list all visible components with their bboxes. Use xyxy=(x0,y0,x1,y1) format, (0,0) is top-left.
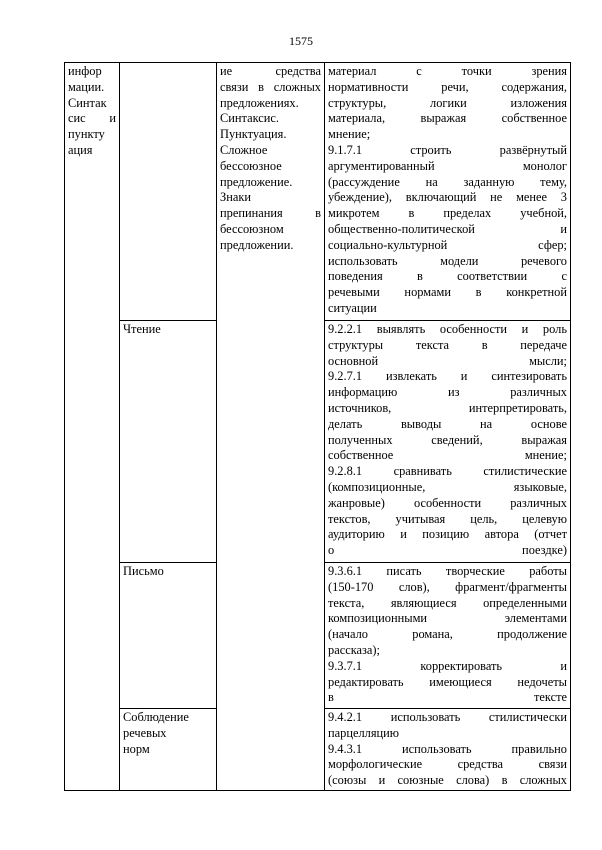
table-row xyxy=(65,63,571,321)
objective-line: 9.2.2.1 выявлять особенности и роль xyxy=(328,322,567,336)
grammar-topic-line: предложении. xyxy=(220,237,294,252)
objective-line: микротем в пределах учебной, xyxy=(328,206,567,221)
skill-cell xyxy=(120,63,217,321)
objective-line: редактировать имеющиеся недочеты xyxy=(328,674,567,689)
grammar-topic-line: бессоюзное xyxy=(220,158,282,173)
objective-line: (начало романа, продолжение xyxy=(328,627,567,642)
objective-line: общественно-политической и xyxy=(328,221,567,236)
objective-line: жанровые) особенности различных xyxy=(328,495,567,510)
grammar-topic-cell xyxy=(217,63,325,791)
objectives-text xyxy=(328,322,567,559)
grammar-topic-line: препинания в xyxy=(220,206,321,221)
objective-line: парцелляцию xyxy=(328,725,400,740)
objective-line: 9.1.7.1 строить развёрнутый xyxy=(328,142,567,157)
topic-line: сис и xyxy=(68,111,116,126)
objectives-text xyxy=(328,710,567,789)
objective-line: делать выводы на основе xyxy=(328,416,567,431)
objective-line: 9.3.6.1 писать творческие работы xyxy=(328,564,567,578)
skill-cell xyxy=(120,709,217,791)
grammar-topic-line: предложение. xyxy=(220,174,293,189)
objective-line: морфологические средства связи xyxy=(328,757,567,772)
objective-line: ситуации xyxy=(328,300,377,315)
objective-line: аргументированный монолог xyxy=(328,158,567,173)
topic-text xyxy=(68,64,116,159)
objective-line: (рассуждение на заданную тему, xyxy=(328,174,567,189)
topic-line: Синтак xyxy=(68,95,107,110)
objectives-text xyxy=(328,64,567,317)
topic-line: пункту xyxy=(68,127,105,142)
objective-line: использовать модели речевого xyxy=(328,253,567,268)
objectives-cell xyxy=(325,563,571,709)
objective-line: источников, интерпретировать, xyxy=(328,400,567,415)
objective-line: структуры, логики изложения xyxy=(328,95,567,110)
objective-line: информацию из различных xyxy=(328,385,567,400)
grammar-topic-line: Пунктуация. xyxy=(220,127,287,142)
grammar-topic-line: ие средства xyxy=(220,64,321,78)
objective-line: структуры текста в передаче xyxy=(328,337,567,352)
objective-line: речевыми нормами в конкретной xyxy=(328,285,567,300)
objectives-cell xyxy=(325,321,571,563)
objective-line: 9.4.3.1 использовать правильно xyxy=(328,741,567,756)
objective-line: (союзы и союзные слова) в сложных xyxy=(328,773,567,788)
objective-line: (150-170 слов), фрагмент/фрагменты xyxy=(328,579,567,594)
topic-line: мации. xyxy=(68,79,105,94)
objective-line: убеждение), включающий не менее 3 xyxy=(328,190,567,205)
objectives-cell xyxy=(325,709,571,791)
objective-line: текста, являющиеся определенными xyxy=(328,595,567,610)
objective-line: 9.2.8.1 сравнивать стилистические xyxy=(328,464,567,479)
grammar-topic-line: предложениях. xyxy=(220,95,299,110)
skill-label: Письмо xyxy=(123,564,164,578)
skill-cell xyxy=(120,563,217,709)
curriculum-table xyxy=(64,62,571,791)
skill-label: Чтение xyxy=(123,322,161,336)
objective-line: рассказа); xyxy=(328,642,380,657)
objective-line: материал с точки зрения xyxy=(328,64,567,78)
grammar-topic-line: Знаки xyxy=(220,190,251,205)
skill-label: Соблюдение речевых норм xyxy=(123,710,189,756)
grammar-topic-line: бессоюзном xyxy=(220,221,284,236)
objective-line: (композиционные, языковые, xyxy=(328,479,567,494)
objective-line: текстов, учитывая цель, целевую xyxy=(328,511,567,526)
grammar-topic-line: Сложное xyxy=(220,142,268,157)
topic-line: инфор xyxy=(68,64,102,78)
objective-line: социально-культурной сфер; xyxy=(328,237,567,252)
objective-line: 9.4.2.1 использовать стилистически xyxy=(328,710,567,724)
objectives-text xyxy=(328,564,567,706)
skill-cell xyxy=(120,321,217,563)
objective-line: аудиторию и позицию автора (отчет xyxy=(328,527,567,542)
objective-line: материала, выражая собственное xyxy=(328,111,567,126)
topic-line: ация xyxy=(68,142,93,157)
objectives-cell xyxy=(325,63,571,321)
objective-line: собственное мнение; xyxy=(328,448,567,463)
objective-line: 9.3.7.1 корректировать и xyxy=(328,658,567,673)
objective-line: поведения в соответствии с xyxy=(328,269,567,284)
objective-line: полученных сведений, выражая xyxy=(328,432,567,447)
grammar-topic-line: Синтаксис. xyxy=(220,111,280,126)
objective-line: о поездке) xyxy=(328,543,567,558)
objective-line: основной мысли; xyxy=(328,353,567,368)
grammar-topic-text xyxy=(220,64,321,254)
grammar-topic-line: связи в сложных xyxy=(220,79,321,94)
objective-line: в тексте xyxy=(328,690,567,705)
objective-line: 9.2.7.1 извлекать и синтезировать xyxy=(328,369,567,384)
objective-line: мнение; xyxy=(328,127,371,142)
objective-line: композиционными элементами xyxy=(328,611,567,626)
page-number: 1575 xyxy=(289,34,313,48)
objective-line: нормативности речи, содержания, xyxy=(328,79,567,94)
topic-cell xyxy=(65,63,120,791)
